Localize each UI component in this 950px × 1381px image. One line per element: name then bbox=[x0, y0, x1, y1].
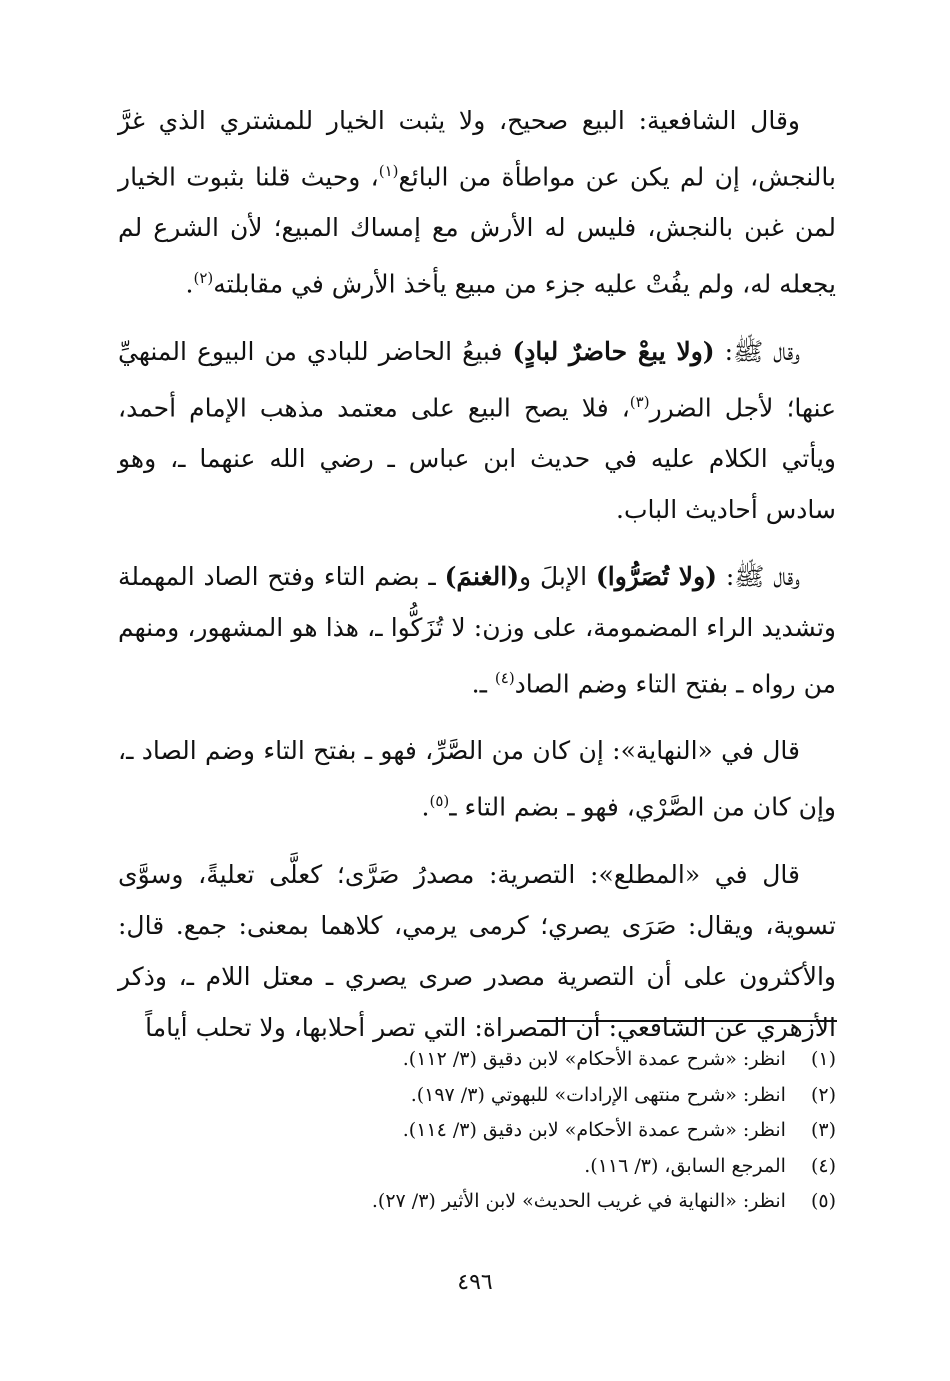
footnote-text: انظر: «شرح عمدة الأحكام» لابن دقيق (٣/ ١١٢). bbox=[402, 1048, 786, 1070]
text-run: ـ. bbox=[471, 669, 495, 699]
paragraph-1 bbox=[118, 95, 836, 310]
text-run: . bbox=[185, 269, 194, 299]
text-run: . bbox=[421, 792, 430, 822]
paragraph-3 bbox=[118, 551, 836, 709]
hadith-quote: (ولا تُصَرُّوا) bbox=[595, 561, 717, 591]
footnote-4 bbox=[116, 1149, 836, 1185]
text-run: الإبلَ و bbox=[519, 561, 596, 591]
text-run: وقال الشافعية: البيع صحيح، ولا يثبت الخيار للمشتري الذي غرَّ بالنجش، إن لم يكن عن مواطأة من البائع bbox=[118, 106, 836, 192]
footnote-ref: (٤) bbox=[494, 668, 515, 687]
main-text bbox=[118, 95, 836, 1069]
text-run: قال في «المطلع»: التصرية: مصدرُ صَرَّى؛ كعلَّى تعليةً، وسوَّى تسوية، ويقال: صَرَى يصري؛ كرمى يرمي، كلاهما بمعنى: جمع. قال: والأكثرون على أن التصرية مصدر صرى يصري ـ معتل اللام ـ، وذكر الأزهري عن الشافعي: أن المصراة: التي تصر أحلابها، ولا تحلب أياماً bbox=[118, 859, 836, 1042]
footnote-1 bbox=[116, 1042, 836, 1078]
text-run: ، فلا يصح البيع على معتمد مذهب الإمام أحمد، ويأتي الكلام عليه في حديث ابن عباس ـ رضي الله عنهما ـ، وهو سادس أحاديث الباب. bbox=[118, 392, 836, 524]
text-run: وقال ﷺ: bbox=[716, 561, 800, 591]
hadith-quote: (ولا يبعْ حاضرٌ لبادٍ) bbox=[512, 336, 715, 366]
text-run: ـ بضم التاء وفتح الصاد المهملة وتشديد الراء المضمومة، على وزن: لا تُزَكُّوا ـ، هذا هو المشهور، ومنهم من رواه ـ بفتح التاء وضم الصاد bbox=[118, 561, 836, 699]
footnote-ref: (٥) bbox=[429, 792, 450, 811]
footnote-number: (٥) bbox=[810, 1190, 836, 1212]
footnote-number: (٤) bbox=[810, 1154, 836, 1177]
footnote-text: انظر: «النهاية في غريب الحديث» لابن الأثير (٣/ ٢٧). bbox=[371, 1190, 786, 1212]
footnote-5 bbox=[116, 1184, 836, 1220]
footnote-ref: (١) bbox=[378, 162, 399, 180]
footnote-text: المرجع السابق، (٣/ ١١٦). bbox=[584, 1154, 786, 1177]
text-run: قال في «النهاية»: إن كان من الصَّرِّ، فهو ـ بفتح التاء وضم الصاد ـ، وإن كان من الصَّرْي، فهو ـ بضم التاء ـ bbox=[118, 736, 836, 822]
footnote-3 bbox=[116, 1113, 836, 1149]
paragraph-2 bbox=[118, 326, 836, 535]
footnote-text: انظر: «شرح عمدة الأحكام» لابن دقيق (٣/ ١١٤). bbox=[402, 1119, 786, 1141]
footnote-text: انظر: «شرح منتهى الإرادات» للبهوتي (٣/ ١٩٧). bbox=[410, 1083, 786, 1106]
footnote-number: (٣) bbox=[810, 1119, 836, 1141]
footnote-separator bbox=[537, 1020, 837, 1022]
footnote-number: (١) bbox=[810, 1048, 836, 1070]
footnote-2 bbox=[116, 1078, 836, 1114]
text-run: فبيعُ الحاضر للبادي من البيوع المنهيِّ عنها؛ لأجل الضرر bbox=[118, 336, 836, 422]
footnote-ref: (٣) bbox=[629, 392, 650, 411]
hadith-quote: (الغنمَ) bbox=[444, 561, 520, 591]
paragraph-5 bbox=[118, 849, 836, 1053]
text-run: وقال ﷺ: bbox=[714, 336, 800, 366]
footnotes bbox=[116, 1042, 836, 1220]
footnote-ref: (٢) bbox=[193, 269, 214, 288]
text-run: ، وحيث قلنا بثبوت الخيار لمن غبن بالنجش، فليس له الأرش مع إمساك المبيع؛ لأن الشرع لم يجعله له، ولم يفُتْ عليه جزء من مبيع يأخذ الأرش في مقابلته bbox=[118, 162, 836, 299]
page-number: ٤٩٦ bbox=[457, 1270, 493, 1295]
footnote-number: (٢) bbox=[810, 1083, 836, 1106]
paragraph-4 bbox=[118, 725, 836, 832]
